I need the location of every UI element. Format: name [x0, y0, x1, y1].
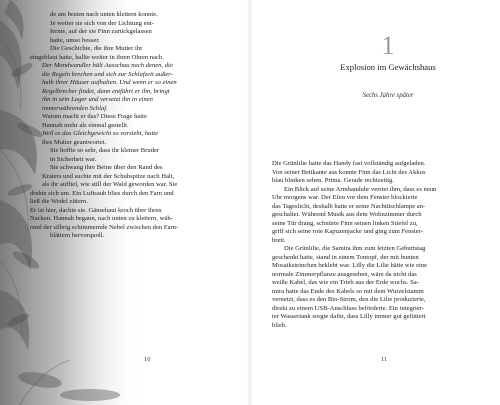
text-line: de am besten nach unten klettern konnte. — [50, 11, 158, 18]
text-line: mira hatte das Ende des Kabels so mit dem Wurzelstamm — [272, 287, 424, 295]
text-line: brett. — [272, 236, 286, 244]
text-line: eingeblaut hatte, hallte weiter in ihren Ohren nach. — [30, 53, 164, 61]
text-line: Uhr morgens war. Der Efeu vor dem Fenster blockierte — [272, 194, 418, 201]
text-line: blättern hervorquoll. — [50, 232, 105, 239]
text-line: vernetzt, dass es den Bio-Strom, den die Lilie produzierte, — [272, 296, 426, 303]
text-line: blau blinken sehen. Prima. Gerade rechtzeitig. — [272, 177, 394, 184]
text-line: normale Zimmerpflanze ausgesehen, wäre da nicht das — [272, 270, 417, 278]
text-line: in Sicherheit war. — [50, 155, 97, 163]
text-line: das Tageslicht, deshalb hatte er seine Nachttischlampe an- — [272, 202, 426, 210]
text-line: Nacken. Hannah begann, nach unten zu klettern, wäh- — [30, 215, 173, 222]
text-line: Die Grünlilie, die Samira ihm zum letzten Geburtstag — [284, 245, 426, 252]
text-line: direkt zu einem USB-Anschluss beförderte. Ein integrier- — [272, 304, 425, 312]
text-line: geschaltet. Während Musik aus dem Wohnzimmer durch — [272, 211, 422, 218]
text-line: halb ihrer Häuser aufhalten. Und wenn er so einen — [42, 79, 177, 86]
left-page-body-text — [30, 11, 212, 241]
page-number-left: 10 — [144, 356, 151, 363]
text-line: Je weiter sie sich von der Lichtung ent- — [50, 19, 154, 27]
text-line: rend der silbrig schimmernde Nebel zwischen den Farn- — [30, 223, 179, 231]
text-line: Mosaiksteinchen beklebt war. Lilly die Lilie hätte wie eine — [272, 262, 428, 269]
text-line: weiße Kabel, das wie ein Trieb aus der Erde wuchs. Sa- — [272, 279, 419, 286]
text-line: ter Wassertank sorgte dafür, dass Lilly immer gut gefüttert — [272, 313, 426, 320]
text-line: Hannah mehr als einmal gestellt. — [42, 121, 129, 129]
page-number-right: 11 — [381, 356, 388, 363]
text-line: Der Mondwandler hält Ausschau nach denen, die — [42, 62, 173, 69]
text-line: drehte sich um. Ein Luftsauh blies durch den Farn und — [30, 189, 174, 197]
text-line: Die Geschichte, die ihre Mutter ihr — [50, 45, 143, 52]
text-line: hatte, umso besser. — [50, 36, 100, 44]
text-line: fernte, auf der sie Finn zurückgelassen — [50, 28, 152, 35]
right-page-body-text — [272, 160, 478, 330]
text-line: als ihr auffiel, wie still der Wald geworden war. Sie — [42, 181, 178, 188]
text-line: seine Tür drang, schnürte Finn seinen linken Stiefel zu, — [272, 219, 418, 227]
chapter-title: Explosion im Gewächshaus — [340, 62, 436, 72]
text-line: immerwährenden Schlaf. — [42, 104, 108, 112]
text-line: geschenkt hatte, stand in einem Tontopf, der mit bunten — [272, 253, 419, 261]
text-line: Sie schwang ihre Beine über den Rand des — [50, 164, 163, 171]
text-line: Kraters und suchte mit der Schuhspitze nach Halt, — [42, 172, 175, 180]
chapter-number: 1 — [381, 31, 395, 60]
text-line: Ein Blick auf seine Armbanduhr verriet ihm, dass es neun — [284, 185, 437, 193]
text-line: griff sich seine rote Kapuzenjacke und ging zum Fenster- — [272, 228, 423, 235]
text-line: ließ die Wedel zittern. — [30, 198, 88, 205]
text-line: Sie hoffte so sehr, dass ihr kleiner Bruder — [50, 147, 160, 154]
text-line: Er ist hier, dachte sie. Gänsehaut kroch über ihren — [30, 206, 162, 214]
text-line: Von seiner Bettkante aus konnte Finn das Licht des Akkus — [272, 168, 426, 176]
text-line: Regelbrecher findet, dann entführt er ihn, bringt — [42, 87, 170, 95]
text-line: Die Grünlilie hatte das Handy fast vollständig aufgeladen. — [272, 160, 426, 167]
text-line: blieb. — [272, 321, 287, 329]
text-line: ihn in sein Lager und versetzt ihn in einen — [42, 96, 153, 103]
text-line: Weil es das Gleichgewicht so vorsieht, hatte — [42, 130, 159, 137]
text-line: ihre Mutter geantwortet. — [42, 138, 107, 146]
text-line: Warum macht er das? Diese Frage hatte — [42, 113, 147, 120]
text-line: die Regeln brechen und sich zur Schlafzeit außer- — [42, 70, 173, 78]
chapter-subtitle: Sechs Jahre später — [362, 92, 414, 99]
